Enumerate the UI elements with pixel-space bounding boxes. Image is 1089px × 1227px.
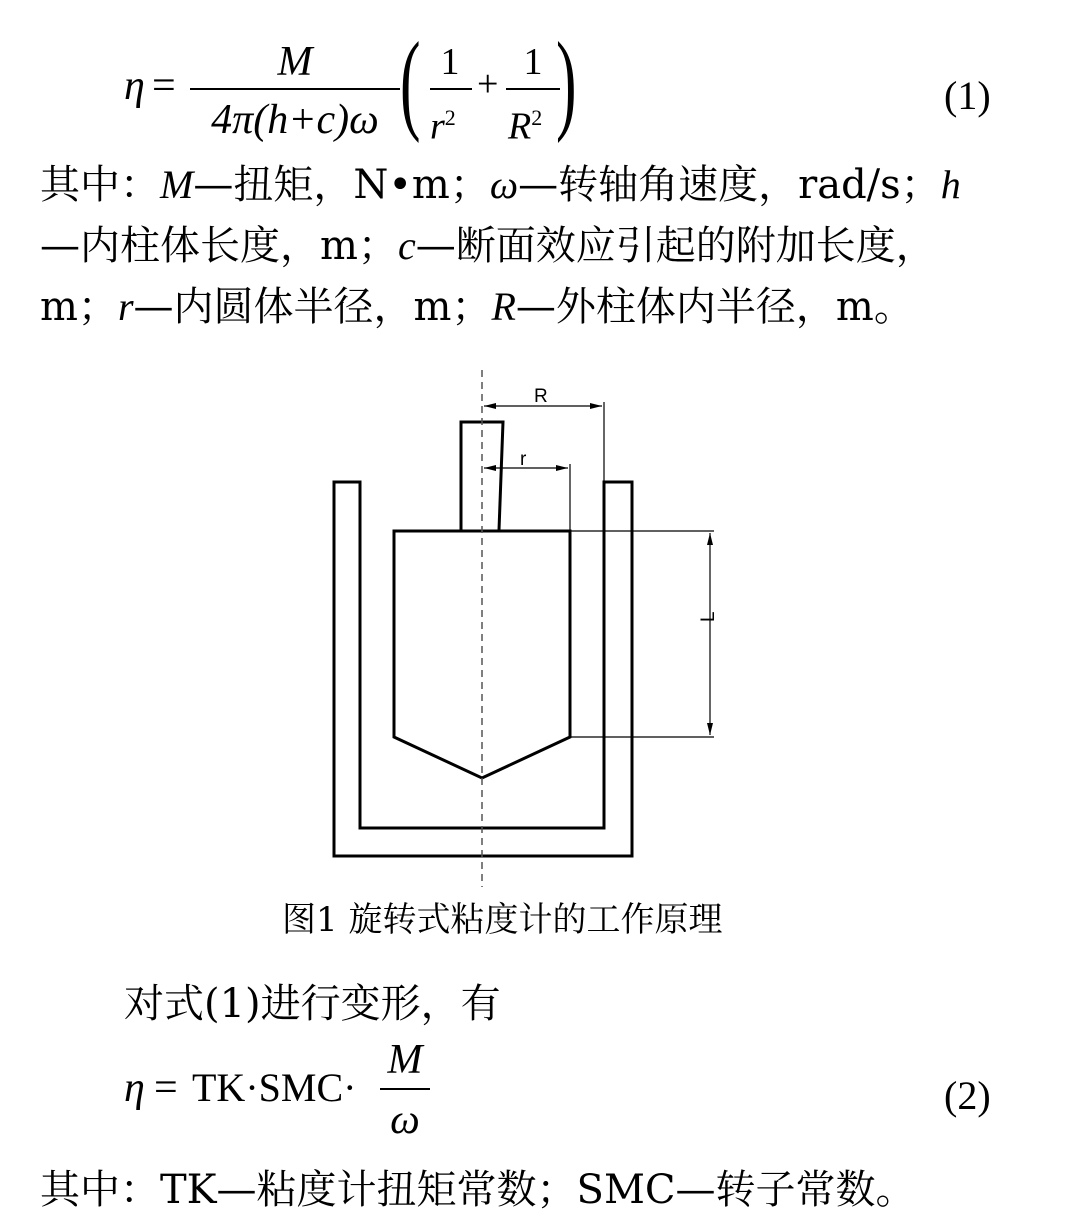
rotor-shaft [461,422,503,530]
fraction-denominator: 4π(h+c)ω [211,97,379,143]
symbol-h: h [940,162,961,207]
r-arrow-left [484,465,496,471]
equation-2-numerator: M [387,1037,423,1083]
term1-numerator: 1 [440,41,460,83]
right-paren: ) [556,20,577,144]
term2-den-base: R [508,105,532,148]
text-segment: —扭矩，N•m； [193,162,490,208]
symbol-R: R [491,284,516,329]
left-paren: ( [400,20,421,144]
symbol-omega: ω [489,162,519,207]
text-segment: —断面效应引起的附加长度， [415,223,936,269]
text-segment: —外柱体内半径，m。 [515,284,914,330]
text-segment: —内柱体长度，m； [40,223,398,269]
eta-symbol-2: η [124,1065,145,1111]
term1-den-exp: 2 [444,105,456,130]
R-arrow-right [590,403,602,409]
label-r: r [520,449,527,470]
fraction-numerator: M [277,39,313,85]
equation-2-number: (2) [944,1073,991,1118]
text-segment: m； [40,284,118,330]
equation-2-body: TK·SMC· [192,1065,357,1110]
paragraph-constants: 其中：TK—粘度计扭矩常数；SMC—转子常数。 [40,1167,916,1213]
L-arrow-bottom [707,723,713,735]
paragraph-transform: 对式(1)进行变形，有 [124,981,501,1027]
term2-den-exp: 2 [531,105,543,130]
eta-symbol: η [124,63,145,109]
symbol-M: M [160,162,194,207]
R-arrow-left [484,403,496,409]
plus-sign: + [477,63,499,105]
text-segment: —内圆体半径，m； [133,284,492,330]
r-arrow-right [556,465,568,471]
equation-1-number: (1) [944,73,991,118]
term1-den-base: r [430,105,445,148]
symbol-c: c [397,223,416,268]
equation-2-denominator: ω [390,1097,420,1143]
equals-sign: = [152,63,176,109]
label-L: L [698,611,719,622]
equation-2-bar [380,1088,430,1090]
label-R: R [534,386,548,407]
text-segment: 其中： [40,162,160,208]
L-arrow-top [707,533,713,545]
outer-cup [334,482,632,856]
figure-caption: 图1 旋转式粘度计的工作原理 [282,900,723,940]
equals-sign-2: = [154,1065,178,1111]
text-segment: —转轴角速度，rad/s； [518,162,941,208]
term2-numerator: 1 [523,41,543,83]
symbol-r: r [117,284,134,329]
